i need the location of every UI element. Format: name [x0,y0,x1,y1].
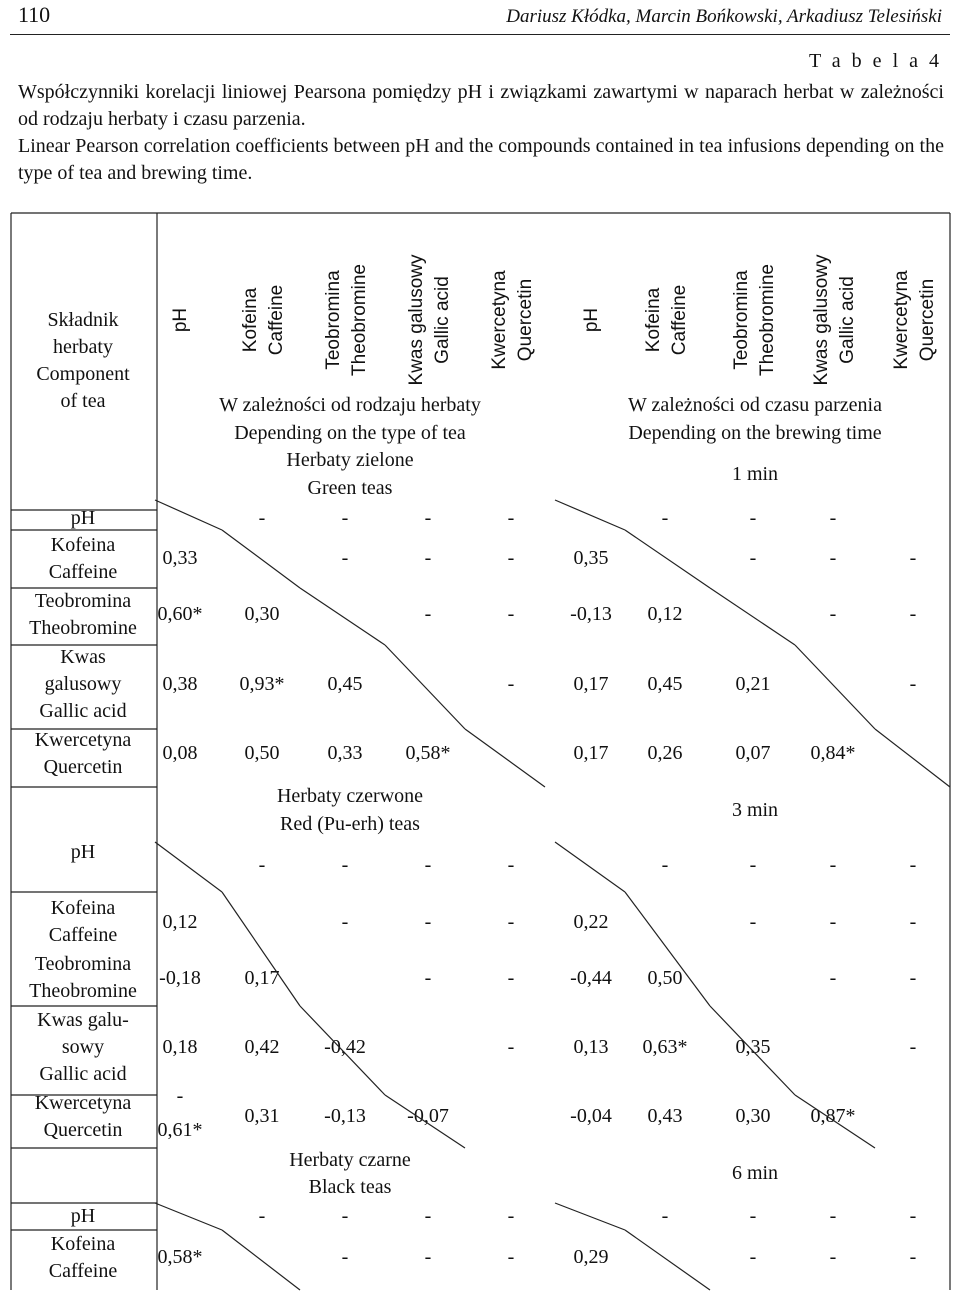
column-header-line: Caffeine [669,284,690,356]
row-label: Gallic acid [39,700,127,722]
row-label: Kofeina [50,897,116,919]
cell-value: 0,35 [735,1036,771,1058]
cell-value: 0,50 [647,967,683,989]
cell-value: - [749,1205,757,1227]
diagonal-line [795,1095,875,1148]
section-title-left: Herbaty czarne [289,1149,411,1171]
cell-value: 0,87* [810,1105,856,1127]
column-header-line: Kofeina [240,287,261,353]
column-header-line: pH [170,307,191,333]
cell-value: 0,13 [573,1036,609,1058]
cell-value: - [909,1205,917,1227]
diagonal-line [155,500,222,530]
corner-label: of tea [60,390,106,412]
cell-value: - [909,911,917,933]
column-header-line: Quercetin [515,278,536,362]
corner-label: Składnik [47,309,119,331]
column-header [891,270,938,370]
column-header-line: Quercetin [917,278,938,362]
diagonal-line [385,1095,465,1148]
cell-value: -0,13 [324,1105,366,1127]
cell-value: 0,31 [244,1105,280,1127]
column-header-line: Kwas galusowy [811,254,832,386]
diagonal-line [385,645,465,729]
column-header-line: Teobromina [323,270,344,370]
row-label: pH [70,1205,96,1227]
cell-value: 0,17 [573,673,609,695]
diagonal-line [710,588,795,645]
cell-value: 0,29 [573,1246,609,1268]
cell-value: 0,38 [162,673,198,695]
cell-value: - [424,967,432,989]
cell-value: 0,12 [162,911,198,933]
cell-value: - [909,603,917,625]
cell-value: - [829,603,837,625]
cell-value: -0,18 [159,967,201,989]
group-header-left: Depending on the type of tea [234,422,466,444]
cell-value: 0,18 [162,1036,198,1058]
column-header-line: Kwercetyna [891,270,912,370]
column-header [489,270,536,370]
cell-value: -0,13 [570,603,612,625]
cell-value: - [909,854,917,876]
row-label: sowy [61,1036,105,1058]
row-label: Caffeine [48,1260,118,1282]
cell-value: 0,26 [647,742,683,764]
group-header-left: W zależności od rodzaju herbaty [219,394,481,416]
section-title-right: 6 min [731,1162,779,1184]
corner-label: herbaty [53,336,113,358]
cell-value: 0,58* [157,1246,203,1268]
row-label: pH [70,841,96,863]
cell-value: -0,44 [570,967,612,989]
diagonal-line [300,588,385,645]
section-title-left: Green teas [307,477,393,499]
column-header-line: Kwercetyna [489,270,510,370]
cell-value: 0,33 [327,742,363,764]
column-header-line: Theobromine [757,264,778,376]
cell-value: - [176,1085,184,1107]
diagonal-line [155,842,222,892]
cell-value: - [507,1246,515,1268]
column-header [581,308,602,332]
cell-value: - [507,673,515,695]
cell-value: 0,42 [244,1036,280,1058]
row-label: Kwas galu- [37,1009,129,1031]
cell-value: - [829,854,837,876]
cell-value: - [424,603,432,625]
corner-label: Component [36,363,130,385]
cell-value: - [829,1246,837,1268]
row-label: pH [70,507,96,529]
row-label: Caffeine [48,561,118,583]
column-header [240,285,287,355]
cell-value: - [829,967,837,989]
cell-value: - [909,547,917,569]
cell-value: - [507,854,515,876]
row-label: Quercetin [43,756,123,778]
diagonal-line [155,1203,222,1230]
column-header-line: Kwas galusowy [406,254,427,386]
cell-value: - [258,854,266,876]
cell-value: 0,21 [735,673,771,695]
cell-value: - [829,911,837,933]
cell-value: - [341,854,349,876]
cell-value: - [424,547,432,569]
cell-value: - [749,854,757,876]
group-header-right: W zależności od czasu parzenia [628,394,882,416]
column-header [406,254,453,385]
cell-value: 0,07 [735,742,771,764]
cell-value: -0,07 [407,1105,449,1127]
cell-value: - [424,1205,432,1227]
row-label: Teobromina [34,590,132,612]
cell-value: 0,17 [244,967,280,989]
cell-value: - [424,507,432,529]
cell-value: 0,08 [162,742,198,764]
diagonal-line [555,1203,625,1230]
row-label: Theobromine [29,980,137,1002]
cell-value: -0,42 [324,1036,366,1058]
cell-value: - [829,547,837,569]
column-header-line: Theobromine [349,264,370,376]
column-header-line: Caffeine [266,284,287,356]
diagonal-line [222,530,300,588]
section-title-right: 1 min [731,463,779,485]
column-header [731,264,778,376]
cell-value: - [341,1246,349,1268]
section-title-left: Herbaty czerwone [276,785,424,807]
cell-value: - [507,603,515,625]
section-title-left: Red (Pu-erh) teas [280,813,420,835]
running-head: Dariusz Kłódka, Marcin Bońkowski, Arkadiusz Telesiński [506,6,942,27]
row-label: Kofeina [50,534,116,556]
column-header [811,254,858,385]
column-header-line: Gallic acid [432,276,453,364]
diagonal-line [465,729,545,787]
diagonal-line [555,842,625,892]
cell-value: - [507,911,515,933]
section-title-right: 3 min [731,799,779,821]
caption-english: Linear Pearson correlation coefficients between pH and the compounds contained in tea infusions depending on the type of tea and brewing time. [18,135,944,184]
table-label: T a b e l a 4 [808,50,942,72]
cell-value: 0,50 [244,742,280,764]
cell-value: - [909,673,917,695]
cell-value: 0,30 [735,1105,771,1127]
diagonal-line [875,729,950,787]
column-header [323,264,370,376]
cell-value: - [507,967,515,989]
cell-value: - [829,507,837,529]
row-label: Gallic acid [39,1063,127,1085]
diagonal-line [555,500,625,530]
cell-value: - [258,1205,266,1227]
cell-value: - [341,911,349,933]
cell-value: - [507,547,515,569]
row-label: Kofeina [50,1233,116,1255]
row-label: Teobromina [34,953,132,975]
cell-value: 0,33 [162,547,198,569]
row-label: Kwercetyna [34,729,132,751]
cell-value: - [909,1246,917,1268]
cell-value: 0,61* [157,1119,203,1141]
cell-value: - [661,1205,669,1227]
cell-value: 0,60* [157,603,203,625]
cell-value: 0,12 [647,603,683,625]
row-label: galusowy [44,673,122,695]
cell-value: - [258,507,266,529]
column-header-line: pH [581,307,602,333]
cell-value: - [749,507,757,529]
cell-value: - [661,854,669,876]
diagonal-line [625,530,710,588]
section-title-left: Herbaty zielone [286,449,414,471]
column-header [170,308,191,332]
row-label: Kwercetyna [34,1092,132,1114]
cell-value: - [749,547,757,569]
group-header-right: Depending on the brewing time [628,422,882,444]
page-number: 110 [18,2,51,27]
row-label: Caffeine [48,924,118,946]
cell-value: - [749,1246,757,1268]
column-header-line: Kofeina [643,287,664,353]
cell-value: 0,93* [239,673,285,695]
cell-value: 0,43 [647,1105,683,1127]
row-label: Theobromine [29,617,137,639]
column-header-line: Gallic acid [837,276,858,364]
cell-value: 0,35 [573,547,609,569]
cell-value: 0,17 [573,742,609,764]
cell-value: - [424,1246,432,1268]
row-label: Quercetin [43,1119,123,1141]
cell-value: - [507,1205,515,1227]
cell-value: 0,84* [810,742,856,764]
cell-value: - [507,507,515,529]
diagonal-line [625,1230,710,1290]
column-header [643,285,690,355]
cell-value: -0,04 [570,1105,612,1127]
cell-value: - [829,1205,837,1227]
diagonal-line [300,1006,385,1095]
cell-value: 0,45 [327,673,363,695]
cell-value: - [424,854,432,876]
caption-polish: Współczynniki korelacji liniowej Pearsona pomiędzy pH i związkami zawartymi w naparach herbat w zależności od rodzaju herbaty i czasu parzenia. [18,81,944,130]
cell-value: - [909,967,917,989]
cell-value: 0,45 [647,673,683,695]
row-label: Kwas [60,646,106,668]
cell-value: 0,30 [244,603,280,625]
cell-value: 0,63* [642,1036,688,1058]
cell-value: 0,22 [573,911,609,933]
cell-value: - [909,1036,917,1058]
cell-value: - [341,1205,349,1227]
column-header-line: Teobromina [731,270,752,370]
cell-value: - [341,507,349,529]
cell-value: - [341,547,349,569]
cell-value: - [507,1036,515,1058]
cell-value: - [424,911,432,933]
cell-value: - [749,911,757,933]
diagonal-line [795,645,875,729]
section-title-left: Black teas [308,1176,392,1198]
diagonal-line [222,1230,300,1290]
cell-value: 0,58* [405,742,451,764]
cell-value: - [661,507,669,529]
diagonal-line [710,1006,795,1095]
